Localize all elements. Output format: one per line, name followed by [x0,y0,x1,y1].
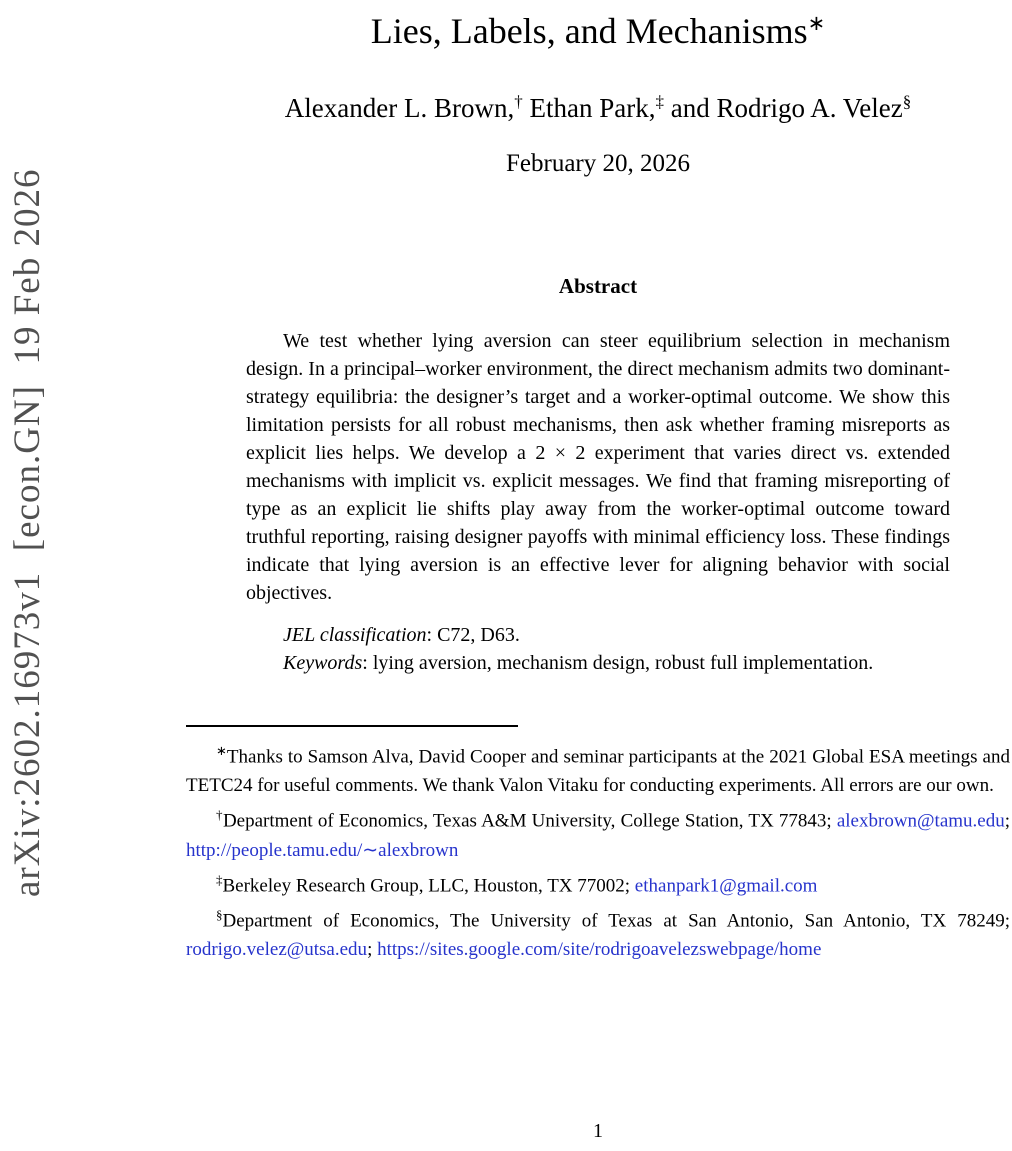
page-number: 1 [593,1120,603,1142]
email-link-brown[interactable]: alexbrown@tamu.edu [836,810,1005,832]
footnote-mark-section: § [216,906,223,922]
email-link-velez[interactable]: rodrigo.velez@utsa.edu [186,939,368,961]
footnote-mark-dagger: † [216,807,223,823]
authors-line [186,92,1010,124]
keywords-label: Keywords [283,652,363,674]
author-name-brown: Alexander L. Brown, [284,93,515,123]
abstract-heading: Abstract [558,274,638,298]
url-link-brown[interactable]: http://people.tamu.edu/∼alexbrown [186,839,459,861]
jel-value: : C72, D63. [426,624,520,646]
footnote-velez-separator: ; [367,939,378,961]
keywords-line [246,649,950,677]
paper-title-text: Lies, Labels, and Mechanisms [370,11,808,51]
author-name-velez: and Rodrigo A. Velez [663,93,903,123]
author-name-park: Ethan Park, [522,93,656,123]
paper-content [186,0,1010,964]
abstract-section [246,274,950,677]
footnote-mark-asterisk: ∗ [216,743,227,758]
paper-date: February 20, 2026 [506,150,690,177]
footnote-thanks [186,736,1010,800]
footnotes-section [186,725,1010,964]
jel-label: JEL classification [283,624,427,646]
abstract-text: We test whether lying aversion can steer equilibrium selection in mechanism design. In a principal–worker environment, the direct mechanism admits two dominant-strategy equilibria: the designer’s target and a worker-optimal outcome. We show this limitation persists for all robust mechanisms, then ask whether framing misreports as explicit lies helps. We develop a 2 × 2 experiment that varies direct vs. extended mechanisms with implicit vs. explicit messages. We find that framing misreporting of type as an explicit lie shifts play away from the worker-optimal outcome toward truthful reporting, raising designer payoffs with minimal efficiency loss. These findings indicate that lying aversion is an effective lever for aligning behavior with social objectives. [246,330,950,604]
arxiv-watermark: arXiv:2602.16973v1 [econ.GN] 19 Feb 2026 [7,168,48,897]
footnote-brown [186,800,1010,864]
author-mark-park: ‡ [655,92,664,111]
footnote-brown-separator: ; [1004,810,1010,832]
keywords-value: : lying aversion, mechanism design, robust full implementation. [362,652,874,674]
email-link-park[interactable]: ethanpark1@gmail.com [634,874,818,896]
footnote-brown-text: Department of Economics, Texas A&M University, College Station, TX 77843; [222,810,837,832]
jel-line [246,621,950,649]
footnote-rule [186,725,518,727]
footnote-park-text: Berkeley Research Group, LLC, Houston, TX 77002; [222,874,635,896]
title-footnote-mark: ∗ [807,11,826,35]
footnote-thanks-text: Thanks to Samson Alva, David Cooper and seminar participants at the 2021 Global ESA meetings and TETC24 for useful comments. We thank Valon Vitaku for conducting experiments. All errors are our own. [186,746,1010,797]
paper-title [186,10,1010,52]
footnote-mark-double-dagger: ‡ [216,871,223,887]
footnote-velez-text: Department of Economics, The University of Texas at San Antonio, San Antonio, TX 78249; [222,910,1010,932]
url-link-velez[interactable]: https://sites.google.com/site/rodrigoavelezswebpage/home [377,939,822,961]
footnote-park [186,865,1010,900]
footnote-velez [186,900,1010,964]
author-mark-brown: † [514,92,523,111]
author-mark-velez: § [902,92,912,111]
